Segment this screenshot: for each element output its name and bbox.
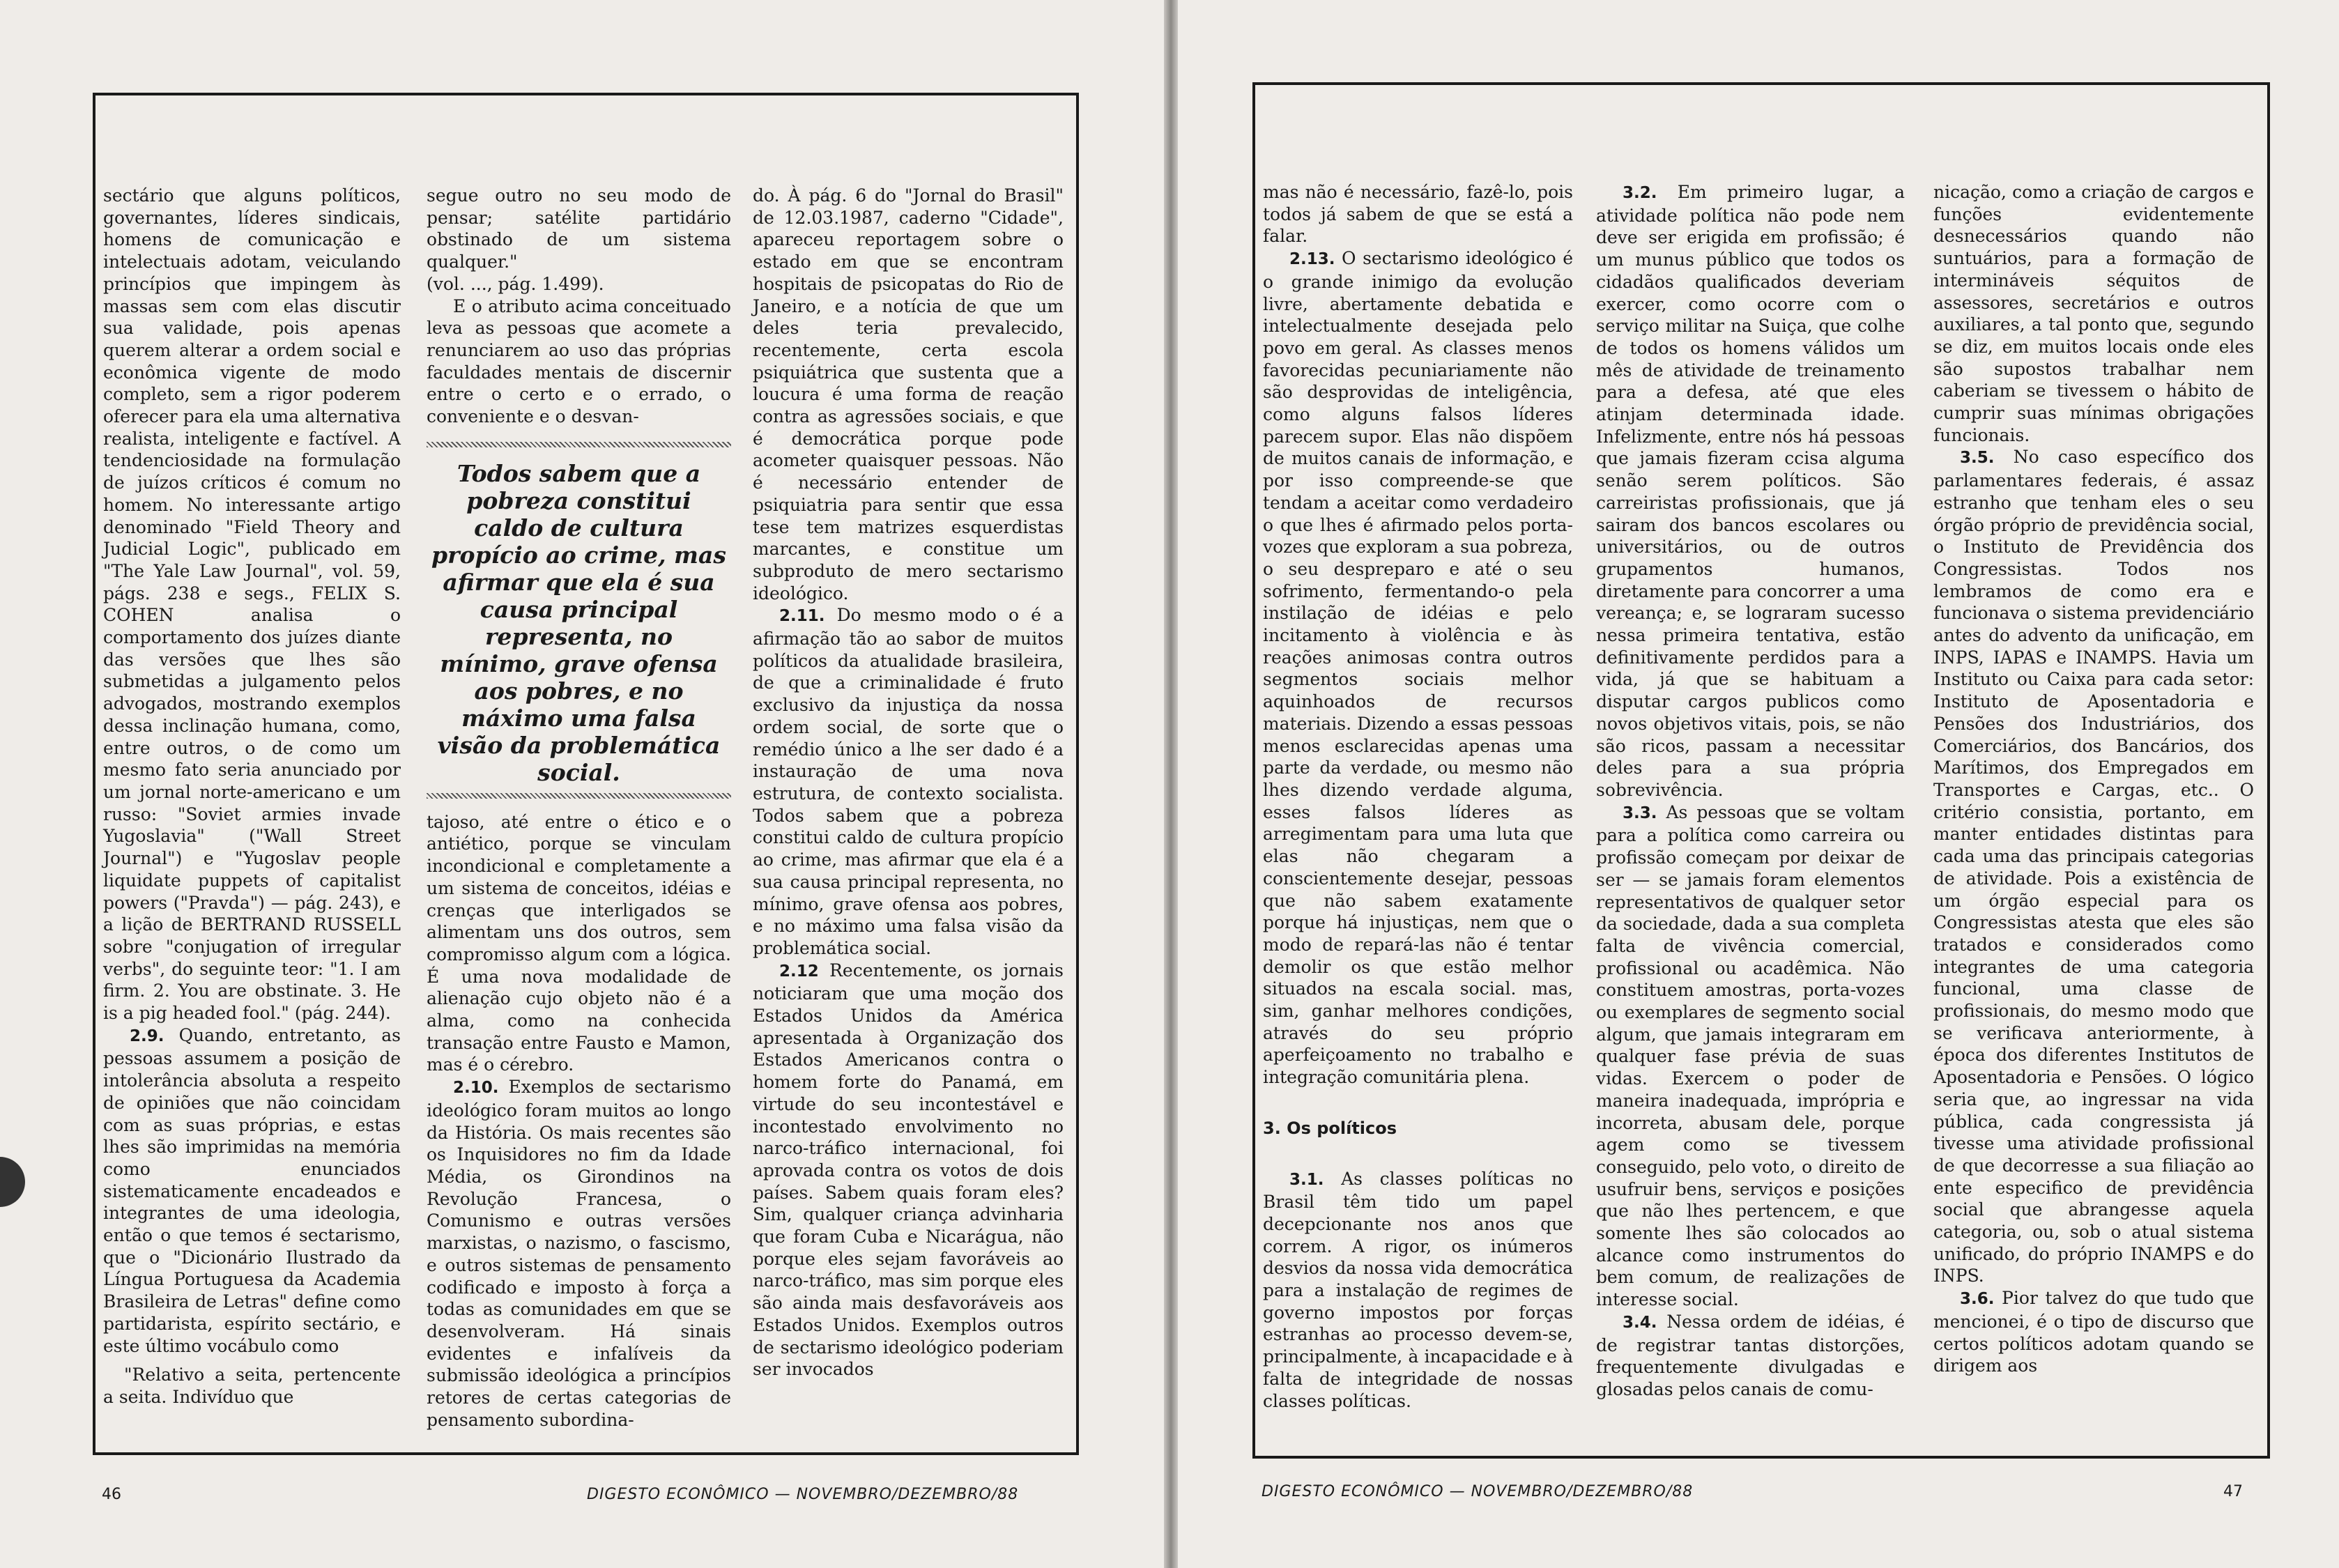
right-column-1 — [1263, 181, 1573, 1412]
section-number: 3.6. — [1960, 1290, 1995, 1309]
section-number: 2.9. — [130, 1027, 164, 1045]
paragraph: segue outro no seu modo de pensar; satélite partidário obstinado de um sistema qualquer." — [427, 185, 731, 272]
section-number: 3.2. — [1623, 184, 1657, 202]
quote: "Relativo a seita, pertencente a seita. Indivíduo que — [103, 1365, 401, 1407]
paragraph: 3.4. Nessa ordem de idéias, é de registrar tantas distorções, frequentemente divulgadas e glosadas pelos canais de comu- — [1596, 1311, 1905, 1399]
section-number: 2.11. — [779, 607, 825, 626]
section-number: 3.3. — [1623, 804, 1657, 822]
right-column-2 — [1596, 181, 1905, 1401]
book-gutter — [1164, 0, 1178, 1568]
paragraph: 2.13. O sectarismo ideológico é o grande inimigo da evolução livre, abertamente debatida e intelectualmente desejada pelo povo em geral. As classes menos favorecidas pecuniariamente não são desprovidas de inteligência, como alguns falsos líderes parecem supor. Elas não dispõem de muitos canais de informação, e por isso compreende-se que tendam a aceitar como verdadeiro o que lhes é afirmado pelos porta-vozes que exploram a sua pobreza, o seu despreparo e até o seu sofrimento, fermentando-o pela instilação de idéias e pelo incitamento à violência e às reações animosas contra outros segmentos sociais melhor aquinhoados de recursos materiais. Dizendo a essas pessoas menos esclarecidas apenas uma parte da verdade, ou mesmo não lhes dizendo verdade alguma, esses falsos líderes as arregimentam para uma luta que elas não chegaram a conscientemente desejar, pessoas que não sabem exatamente porque há injustiças, nem que o modo de repará-las não é tentar demolir os que estão melhor situados na escala social. mas, sim, ganhar melhores condições, através do seu próprio aperfeiçoamento no trabalho e integração comunitária plena. — [1263, 248, 1574, 1088]
page-number: 47 — [2223, 1483, 2243, 1500]
paragraph: nicação, como a criação de cargos e funções evidentemente desnecessários quando não suntuários, para a formação de intermináveis séquitos de assessores, secretários e outros auxiliares, a tal ponto que, segundo se diz, em muitos locais onde eles são supostos trabalhar nem caberiam se tivessem o hábito de cumprir suas mínimas obrigações funcionais. — [1933, 182, 2254, 445]
page-number: 46 — [102, 1486, 121, 1503]
right-page — [1178, 0, 2339, 1568]
left-column-1 — [103, 185, 401, 1408]
paragraph: 3.5. No caso específico dos parlamentares federais, é assaz estranho que tenham eles o seu órgão próprio de previdência social, o Instituto de Previdência dos Congressistas. Todos nos lembramos de como era e funcionava o sistema previdenciário antes do advento da unificação, em INPS, IAPAS e INAMPS. Havia um Instituto ou Caixa para cada setor: Instituto de Aposentadoria e Pensões dos Industriários, dos Comerciários, dos Bancários, dos Marítimos, dos Empregados em Transportes e Cargas, etc.. O critério consistia, portanto, em manter entidades distintas para cada uma das principais categorias de atividade. Pois a existência de um órgão especial para os Congressistas atesta que eles são tratados e considerados como integrantes de uma categoria funcional, uma classe de profissionais, do mesmo modo que se verificava anteriormente, à época dos diferentes Institutos de Aposentadoria e Pensões. O lógico seria que, ao ingressar na vida pública, cada congressista já tivesse uma atividade profissional de que decorresse a sua filiação ao ente especifico de previdência social que abrangesse aquela categoria, ou, sob o atual sistema unificado, do próprio INAMPS e do INPS. — [1933, 447, 2254, 1286]
right-column-3 — [1933, 181, 2254, 1377]
left-page — [0, 0, 1164, 1568]
section-number: 3.4. — [1623, 1313, 1657, 1332]
paragraph: do. À pág. 6 do "Jornal do Brasil" de 12.03.1987, caderno "Cidade", apareceu reportagem sobre o estado em que se encontram hospitais de psicopatas do Rio de Janeiro, e a notícia de que um deles teria prevalecido, recentemente, certa escola psiquiátrica que sustenta que a loucura é uma forma de reação contra as agressões sociais, e que é democrática porque pode acometer quaisquer pessoas. Não é necessário entender de psiquiatria para sentir que essa tese tem matrizes esquerdistas marcantes, e constitue um subproduto de mero sectarismo ideológico. — [753, 185, 1064, 604]
section-number: 3.5. — [1960, 449, 1995, 468]
section-number: 2.12 — [779, 962, 819, 981]
paragraph: 3.3. As pessoas que se voltam para a política como carreira ou profissão começam por deixar de ser — se jamais foram elementos representativos de qualquer setor da sociedade, dada a sua completa falta de vivência comercial, profissional ou acadêmica. Não constituem amostras, porta-vozes ou exemplares de segmento social algum, que jamais integraram em qualquer fase prévia de suas vidas. Exercem o poder de maneira inadequada, imprópria e incorreta, abusam dele, porque agem como se tivessem conseguido, pelo voto, o direito de usufruir bens, serviços e posições que não lhes pertencem, e que somente lhes são colocados ao alcance como instrumentos do bem comum, de realizações de interesse social. — [1596, 801, 1905, 1310]
paragraph: 2.9. Quando, entretanto, as pessoas assumem a posição de intolerância absoluta a respeito de opiniões que não coincidam com as suas próprias, e estas lhes são imprimidas na memória como enunciados sistematicamente encadeados e integrantes de uma ideologia, então o que temos é sectarismo, que o "Dicionário Ilustrado da Língua Portuguesa da Academia Brasileira de Letras" define como partidarista, espírito sectário, e este último vocábulo como — [103, 1024, 401, 1356]
paragraph: mas não é necessário, fazê-lo, pois todos já sabem de que se está a falar. — [1263, 182, 1573, 247]
pull-quote: Todos sabem que a pobreza constitui caldo de cultura propício ao crime, mas afirmar que ela é sua causa principal representa, no mínimo, grave ofensa aos pobres, e no máximo uma falsa visão da problemática social. — [427, 435, 731, 806]
section-heading: 3. Os políticos — [1263, 1118, 1397, 1138]
page-footer: DIGESTO ECONÔMICO — NOVEMBRO/DEZEMBRO/88 — [1261, 1483, 1694, 1500]
paragraph: sectário que alguns políticos, governantes, líderes sindicais, homens de comunicação e intelectuais adotam, veiculando princípios que impingem às massas sem com elas discutir sua validade, pois apenas querem alterar a ordem social e econômica vigente de modo completo, sem a rigor poderem oferecer para ela uma alternativa realista, inteligente e factível. A tendenciosidade na formulação de juízos críticos é comum no homem. No interessante artigo denominado "Field Theory and Judicial Logic", publicado em "The Yale Law Journal", vol. 59, págs. 238 e segs., FELIX S. COHEN analisa o comportamento dos juízes diante das versões que lhes são submetidas a julgamento pelos advogados, mostrando exemplos dessa inclinação humana, como, entre outros, o de como um mesmo fato seria anunciado por um jornal norte-americano e um russo: "Soviet armies invade Yugoslavia" ("Wall Street Journal") e "Yugoslav people liquidate puppets of capitalist powers ("Pravda") — pág. 243), e a lição de BERTRAND RUSSELL sobre "conjugation of irregular verbs", do seguinte teor: "1. I am firm. 2. You are obstinate. 3. He is a pig headed fool." (pág. 244). — [103, 185, 401, 1024]
paragraph: E o atributo acima conceituado leva as pessoas que acomete a renunciarem ao uso das próprias faculdades mentais de discernir entre o certo e o errado, o conveniente e o desvan- — [427, 295, 731, 427]
paragraph: tajoso, até entre o ético e o antiético, porque se vinculam incondicional e completamente a um sistema de conceitos, idéias e crenças que interligados se alimentam uns dos outros, sem compromisso algum com a lógica. É uma nova modalidade de alienação cujo objeto não é a alma, como na conhecida transação entre Fausto e Mamon, mas é o cérebro. — [427, 811, 731, 1075]
section-number: 3.1. — [1289, 1170, 1324, 1189]
left-column-3 — [753, 185, 1064, 1381]
section-number: 2.13. — [1289, 250, 1335, 269]
paragraph: 2.11. Do mesmo modo o é a afirmação tão ao sabor de muitos políticos da atualidade brasileira, de que a criminalidade é fruto exclusivo da injustiça da nossa ordem social, de sorte que o remédio único a lhe ser dado é a instauração de uma nova estrutura, de contexto socialista. Todos sabem que a pobreza constitui caldo de cultura propício ao crime, mas afirmar que ela é a sua causa principal representa, no mínimo, grave ofensa aos pobres, e no máximo uma falsa visão da problemática social. — [753, 605, 1064, 958]
binder-hole — [0, 1157, 25, 1207]
section-number: 2.10. — [453, 1079, 499, 1098]
page-footer: DIGESTO ECONÔMICO — NOVEMBRO/DEZEMBRO/88 — [587, 1486, 1019, 1503]
paragraph: 3.6. Pior talvez do que tudo que mencionei, é o tipo de discurso que certos políticos adotam quando se dirigem aos — [1933, 1288, 2254, 1376]
paragraph: 2.12 Recentemente, os jornais noticiaram que uma moção dos Estados Unidos da América apresentada à Organização dos Estados Americanos contra o homem forte do Panamá, em virtude do seu incontestável e incontestado envolvimento no narco-tráfico internacional, foi aprovada contra os votos de dois países. Sabem quais foram eles? Sim, qualquer criança advinharia que foram Cuba e Nicarágua, não porque eles sejam favoráveis ao narco-tráfico, mas sim porque eles são ainda mais desfavoráveis aos Estados Unidos. Exemplos outros de sectarismo ideológico poderiam ser invocados — [753, 960, 1064, 1380]
left-column-2 — [427, 185, 731, 1431]
paragraph: 3.1. As classes políticas no Brasil têm tido um papel decepcionante nos anos que correm. A rigor, os inúmeros desvios da nossa vida democrática para a instalação de regimes de governo impostos por forças estranhas ao processo devem-se, principalmente, à incapacidade e à falta de integridade de nossas classes políticas. — [1263, 1168, 1573, 1411]
paragraph: 3.2. Em primeiro lugar, a atividade política não pode nem deve ser erigida em profissão; é um munus público que todos os cidadãos qualificados deveriam exercer, como ocorre com o serviço militar na Suiça, que colhe de todos os homens válidos um mês de atividade de treinamento para a defesa, até que eles atinjam determinada idade. Infelizmente, entre nós há pessoas que jamais fizeram ccisa alguma senão serem políticos. São carreiristas profissionais, que já sairam dos bancos escolares ou universitários, ou de outros grupamentos humanos, diretamente para concorrer a uma vereança; e, se lograram sucesso nessa primeira tentativa, estão definitivamente perdidos para a vida, já que se habituam a disputar cargos publicos como novos objetivos vitais, pois, se não são ricos, passam a necessitar deles para a sua própria sobrevivência. — [1596, 182, 1905, 800]
citation: (vol. ..., pág. 1.499). — [427, 273, 604, 294]
paragraph: 2.10. Exemplos de sectarismo ideológico foram muitos ao longo da História. Os mais recentes são os Inquisidores no fim da Idade Média, os Girondinos na Revolução Francesa, o Comunismo e outras versões marxistas, o nazismo, o fascismo, e outros sistemas de pensamento codificado e imposto à força a todas as comunidades em que se desenvolveram. Há sinais evidentes e infalíveis da submissão ideológica a princípios retores de certas categorias de pensamento subordina- — [427, 1077, 731, 1430]
